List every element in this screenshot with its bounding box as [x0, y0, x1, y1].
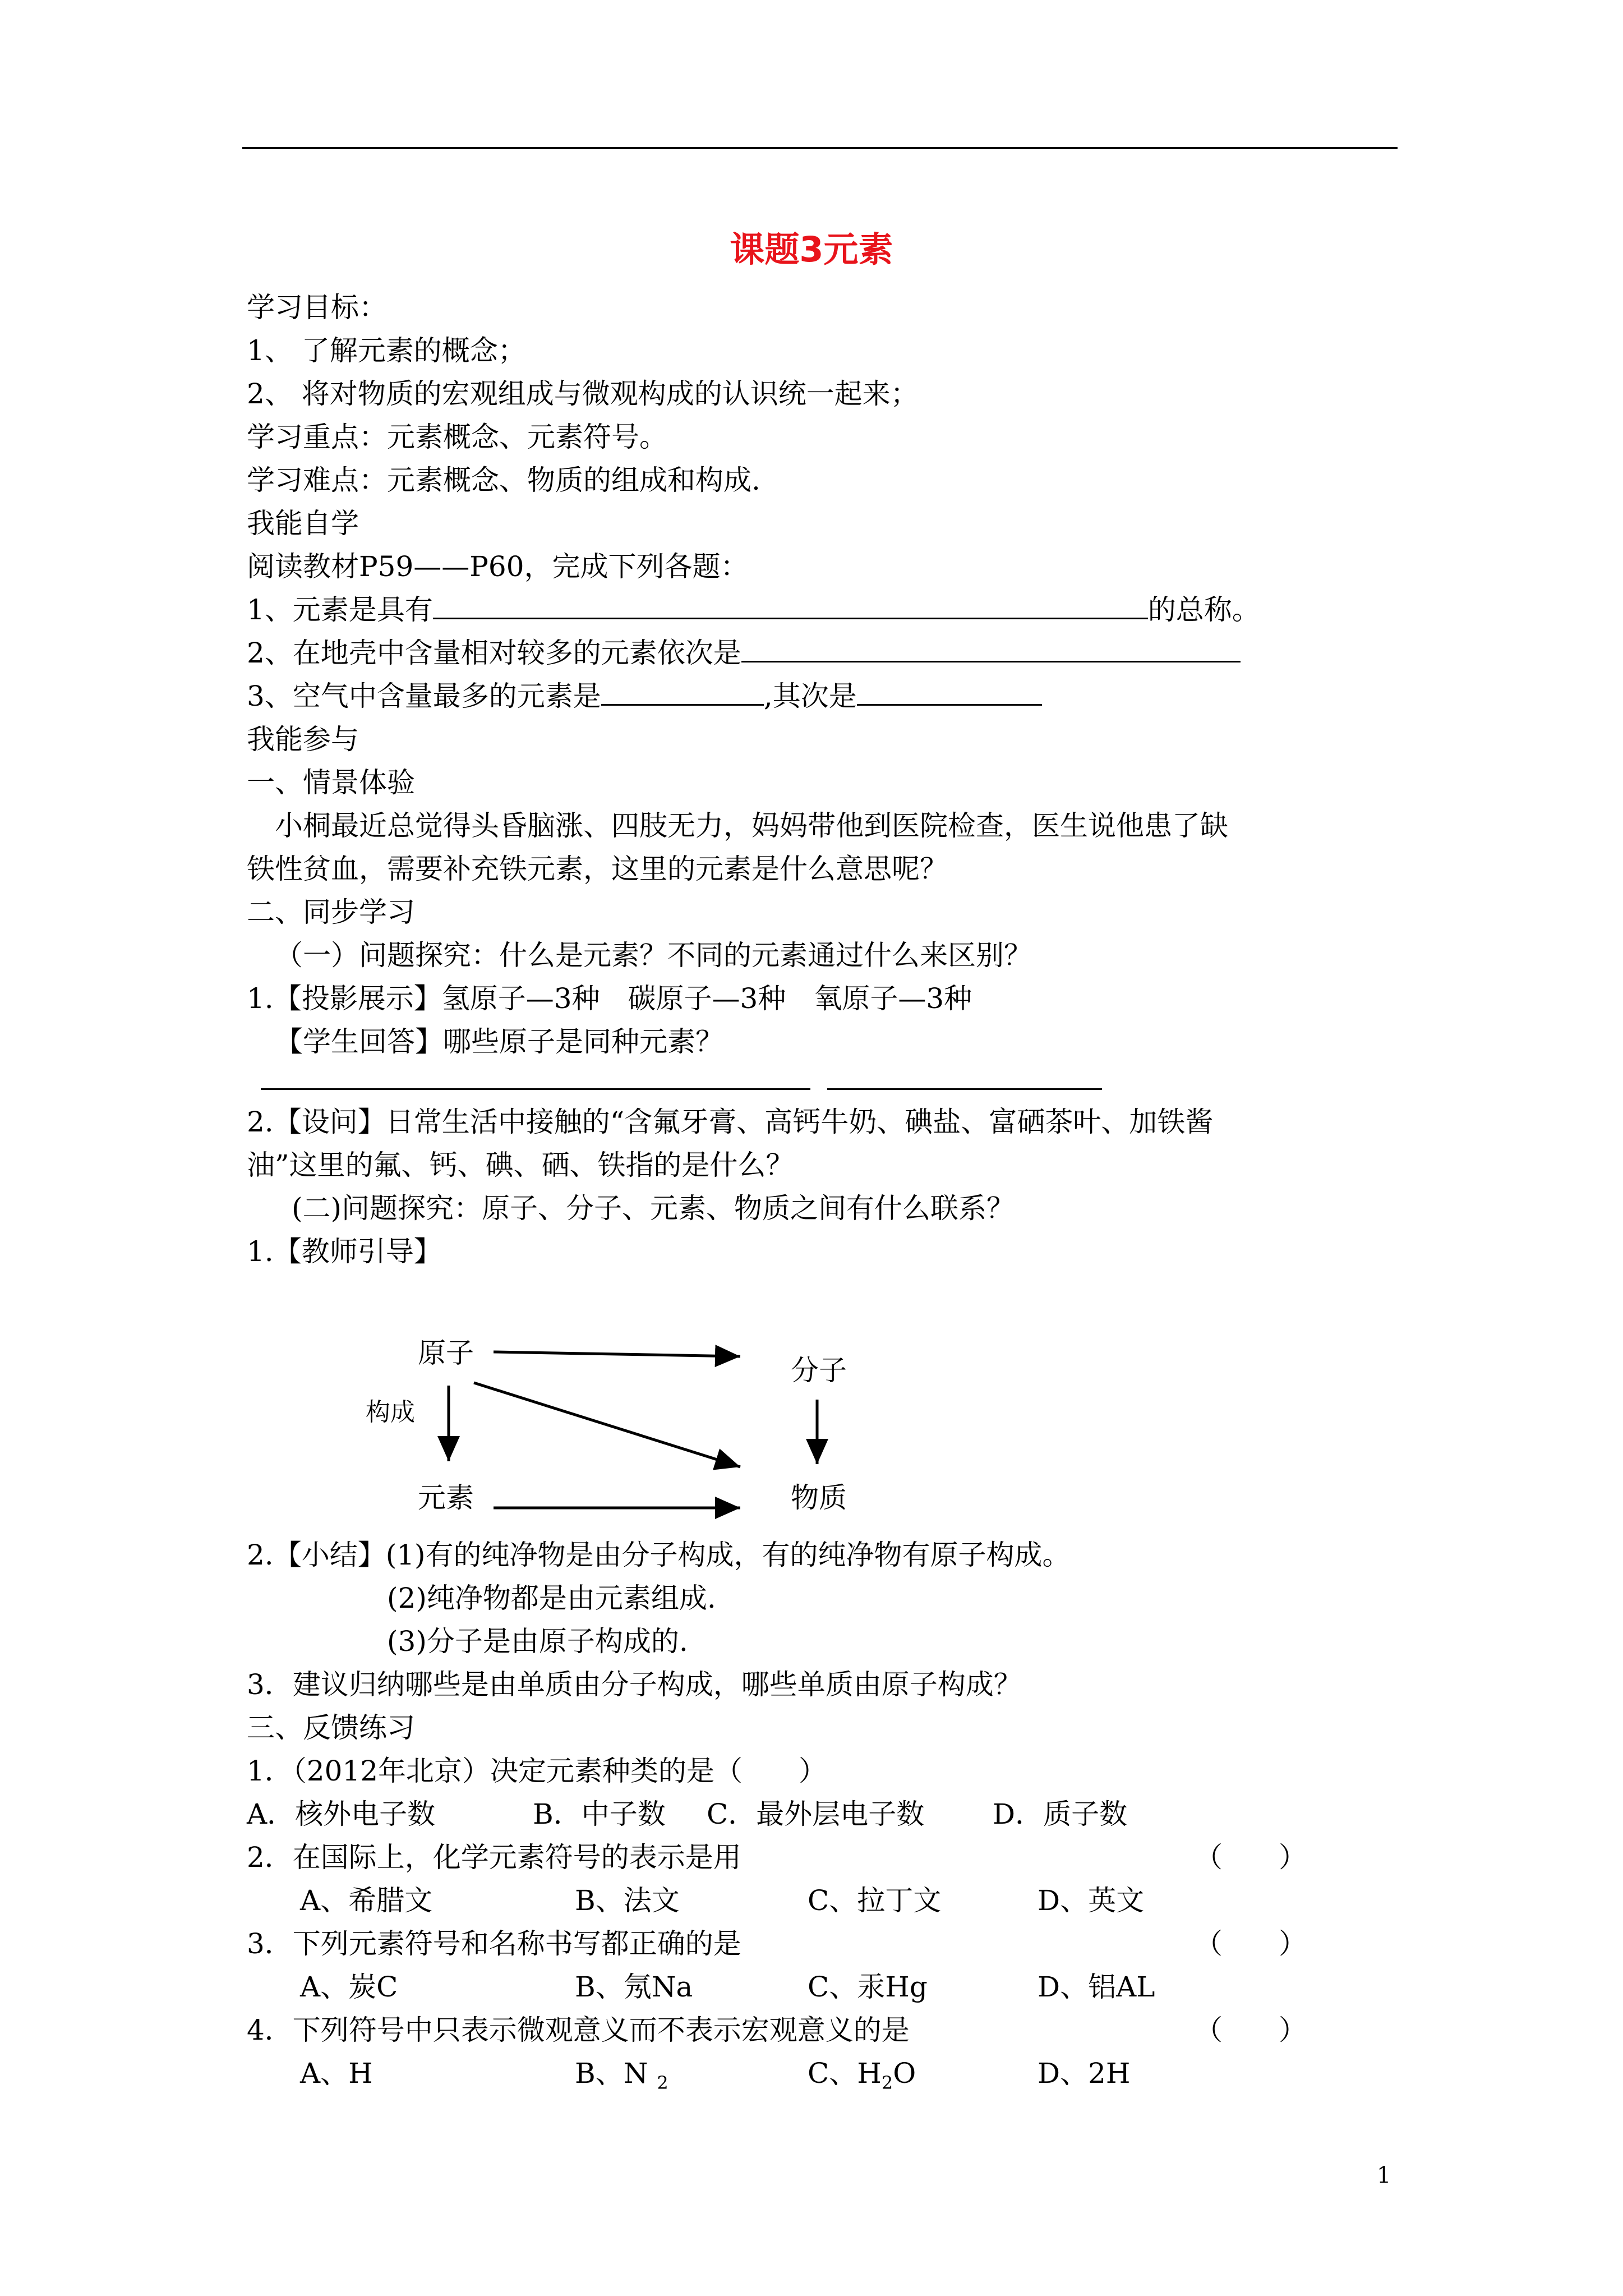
inquiry-2: (二)问题探究：原子、分子、元素、物质之间有什么联系？ — [292, 1192, 1015, 1225]
scenario-heading: 一、情景体验 — [247, 766, 415, 799]
sync-heading: 二、同步学习 — [247, 896, 415, 928]
q3-option-c[interactable]: C、汞Hg — [808, 1971, 928, 2003]
teacher-guide: 1.【教师引导】 — [247, 1235, 442, 1268]
objective-2: 2、 将对物质的宏观组成与微观构成的认识统一起来； — [247, 378, 919, 410]
self-study-heading: 我能自学 — [247, 507, 359, 540]
objectives-heading: 学习目标： — [247, 291, 387, 324]
page-title: 课题3元素 — [730, 229, 893, 270]
summary-suggest: 3．建议归纳哪些是由单质由分子构成，哪些单质由原子构成？ — [247, 1668, 1022, 1701]
difficulties: 学习难点：元素概念、物质的组成和构成. — [247, 464, 760, 496]
q2-option-d[interactable]: D、英文 — [1038, 1884, 1145, 1917]
question-3: 3、空气中含量最多的元素是 ,其次是 — [247, 679, 1042, 713]
arrow-atom-to-substance — [474, 1383, 740, 1467]
practice-q3: 3．下列元素符号和名称书写都正确的是 — [247, 1927, 741, 1960]
answer-paren[interactable]: （ ） — [1195, 1841, 1307, 1874]
objective-1: 1、 了解元素的概念； — [247, 334, 526, 367]
q1-option-c[interactable]: C．最外层电子数 — [707, 1798, 925, 1830]
q1-option-a[interactable]: A．核外电子数 — [247, 1798, 436, 1830]
practice-q4: 4．下列符号中只表示微观意义而不表示宏观意义的是 — [247, 2014, 910, 2046]
arrow-atom-to-molecule — [494, 1352, 740, 1356]
answer-paren[interactable]: （ ） — [1195, 2014, 1307, 2046]
question-2: 2、在地壳中含量相对较多的元素依次是 — [247, 636, 1241, 670]
student-answer: 【学生回答】哪些原子是同种元素？ — [275, 1025, 723, 1058]
q4-option-d[interactable]: D、2H — [1038, 2057, 1131, 2090]
scenario-text-1: 小桐最近总觉得头昏脑涨、四肢无力，妈妈带他到医院检查，医生说他患了缺 — [275, 809, 1228, 842]
question-ask-1: 2.【设问】日常生活中接触的“含氟牙膏、高钙牛奶、碘盐、富硒茶叶、加铁酱 — [247, 1106, 1214, 1138]
participate-heading: 我能参与 — [247, 723, 359, 756]
question-1: 1、元素是具有 的总称。 — [247, 593, 1260, 626]
q3-option-a[interactable]: A、炭C — [300, 1971, 398, 2003]
summary-2: (2)纯净物都是由元素组成. — [387, 1582, 716, 1614]
diagram-molecule: 分子 — [791, 1354, 847, 1387]
reading-instruction: 阅读教材P59——P60，完成下列各题： — [247, 550, 749, 583]
diagram-substance: 物质 — [791, 1481, 847, 1514]
summary-3: (3)分子是由原子构成的. — [387, 1625, 688, 1658]
q4-option-c[interactable]: C、$H_2O$ — [808, 2057, 916, 2093]
page-number: 1 — [1377, 2162, 1391, 2188]
summary-1: 2.【小结】(1)有的纯净物是由分子构成，有的纯净物有原子构成。 — [247, 1539, 1071, 1571]
answer-paren[interactable]: （ ） — [1195, 1927, 1307, 1960]
practice-heading: 三、反馈练习 — [247, 1711, 415, 1744]
practice-q1: 1．（2012年北京）决定元素种类的是（ ） — [247, 1755, 827, 1787]
diagram-element: 元素 — [418, 1481, 474, 1514]
q1-option-d[interactable]: D．质子数 — [993, 1798, 1128, 1830]
practice-q2: 2．在国际上，化学元素符号的表示是用 — [247, 1841, 741, 1874]
q3-option-b[interactable]: B、氖Na — [575, 1971, 693, 2003]
diagram-constitute: 构成 — [366, 1398, 415, 1427]
q4-option-b[interactable]: B、N $_2$ — [575, 2057, 668, 2093]
q2-option-c[interactable]: C、拉丁文 — [808, 1884, 942, 1917]
q2-option-a[interactable]: A、希腊文 — [300, 1884, 433, 1917]
projection-display: 1.【投影展示】氢原子—3种 碳原子—3种 氧原子—3种 — [247, 982, 972, 1015]
q2-option-b[interactable]: B、法文 — [575, 1884, 680, 1917]
diagram-atom: 原子 — [418, 1337, 474, 1369]
scenario-text-2: 铁性贫血，需要补充铁元素，这里的元素是什么意思呢？ — [247, 853, 948, 885]
q4-option-a[interactable]: A、H — [300, 2057, 373, 2090]
question-ask-2: 油”这里的氟、钙、碘、硒、铁指的是什么？ — [247, 1149, 794, 1181]
key-points: 学习重点：元素概念、元素符号。 — [247, 421, 667, 453]
q1-option-b[interactable]: B．中子数 — [533, 1798, 666, 1830]
q3-option-d[interactable]: D、铝AL — [1038, 1971, 1155, 2003]
inquiry-1: （一）问题探究：什么是元素？不同的元素通过什么来区别？ — [275, 939, 1032, 972]
